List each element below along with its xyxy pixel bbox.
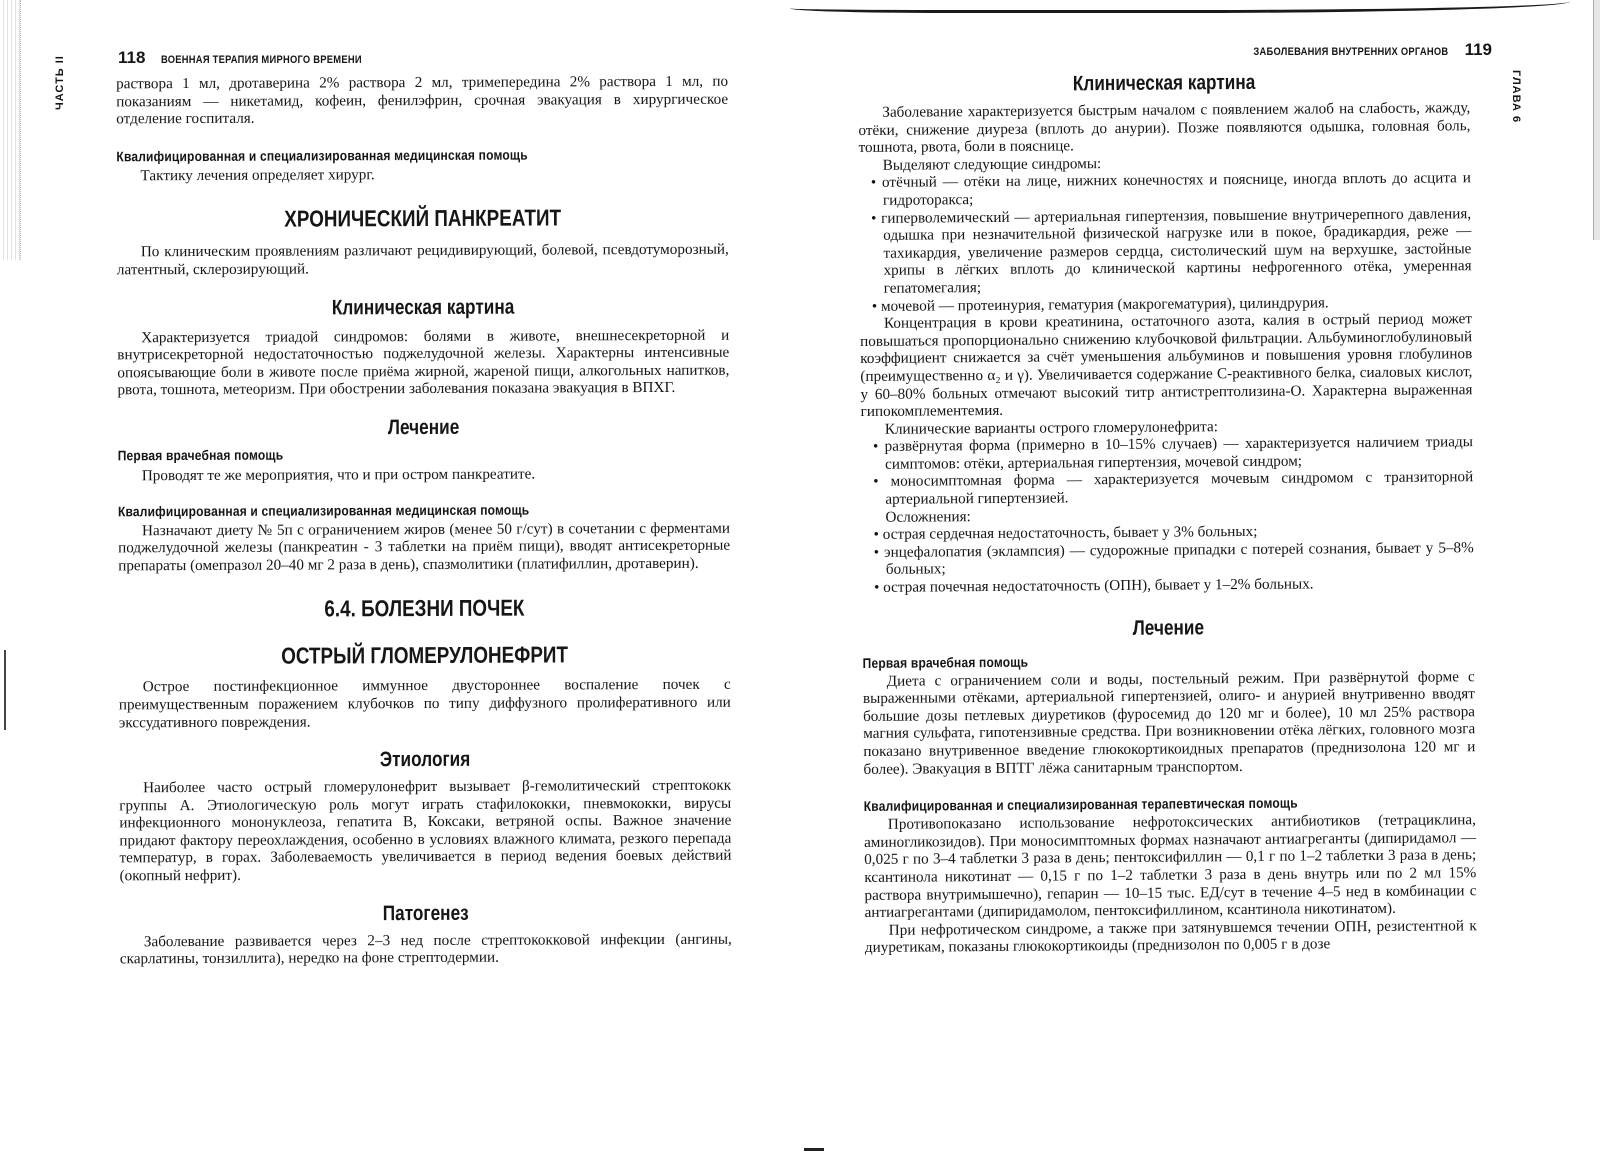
right-text-column xyxy=(858,69,1477,957)
running-head-title: ЗАБОЛЕВАНИЯ ВНУТРЕННИХ ОРГАНОВ xyxy=(1253,46,1449,58)
syndromes-list xyxy=(859,170,1472,316)
left-running-head xyxy=(118,48,398,68)
paragraph: Заболевание развивается через 2–3 нед после стрептококковой инфекции (ангины, скарлатины, тонзиллита), нередко на фоне стрептодермии. xyxy=(119,930,732,968)
list-item: • энцефалопатия (эклампсия) — судорожные припадки с потерей сознания, бывает у 5–8% больных; xyxy=(862,539,1474,579)
subheading-first-aid: Первая врачебная помощь xyxy=(117,446,284,464)
chapter-side-tab: ГЛАВА 6 xyxy=(1510,70,1522,124)
list-item: • острая сердечная недостаточность, бывает у 3% больных; xyxy=(862,521,1474,543)
complications-list xyxy=(862,521,1475,596)
left-text-column xyxy=(116,73,732,969)
page-number: 119 xyxy=(1464,40,1492,59)
paragraph: Характеризуется триадой синдромов: болями в животе, внешнесекреторной и внутрисекреторной недостаточностью поджелудочной железы. Характерны интенсивные опоясывающие боли в животе после приёма жирной, жареной пищи, алкогольных напитков, рвота, тошнота, метеоризм. При обострении заболевания показана эвакуация в ВПХГ. xyxy=(117,326,730,399)
syndromes-label: Выделяют следующие синдромы: xyxy=(882,154,1102,174)
paragraph: Противопоказано использование нефротоксических антибиотиков (тетрациклина, аминогликозидов). При моносимптомных формах назначают антиагреганты (дипиридамол — 0,025 г по 3–4 таблетки 3 раза в день; пентоксифиллин — 0,1 г по 1–2 таблетки 3 раза в день; ксантинола никотинат — 0,15 г по 1–2 таблетки 3 раза в день внутрь или по 2 мл 15% раствора внутримышечно), гепарин — 10–15 тыс. ЕД/сут в течение 4–5 нед в комбинации с антиагрегантами (дипиридамолом, пентоксифиллином, ксантинола никотинатом). xyxy=(863,811,1477,922)
subheading-qualified-care: Квалифицированная и специализированная медицинская помощь xyxy=(117,501,530,519)
heading-acute-glomerulonephritis: ОСТРЫЙ ГЛОМЕРУЛОНЕФРИТ xyxy=(281,641,569,669)
variants-list xyxy=(861,433,1474,508)
heading-chronic-pancreatitis: ХРОНИЧЕСКИЙ ПАНКРЕАТИТ xyxy=(284,204,562,232)
running-head-title: ВОЕННАЯ ТЕРАПИЯ МИРНОГО ВРЕМЕНИ xyxy=(161,54,363,66)
right-page xyxy=(800,0,1600,1159)
subheading-first-aid: Первая врачебная помощь xyxy=(862,653,1029,671)
paragraph: Назначают диету № 5п с ограничением жиров (менее 50 г/сут) в сочетании с ферментами поджелудочной железы (панкреатин - 3 таблетки на приём пищи), вводят антисекреторные препараты (омепразол 20–40 мг 2 раза в день), спазмолитики (платифиллин, дротаверин). xyxy=(118,519,731,575)
subheading-qualified-therapeutic-care: Квалифицированная и специализированная терапевтическая помощь xyxy=(863,794,1298,815)
heading-clinical-picture: Клиническая картина xyxy=(331,295,515,319)
list-item: • развёрнутая форма (примерно в 10–15% случаев) — характеризуется наличием триады симптомов: отёки, артериальная гипертензия, мочевой синдром; xyxy=(861,433,1473,473)
heading-etiology: Этиология xyxy=(379,747,471,772)
list-item: • острая почечная недостаточность (ОПН), бывает у 1–2% больных. xyxy=(862,574,1474,596)
paragraph: Наиболее часто острый гломерулонефрит вызывает β-гемолитический стрептококк группы А. Этиологическую роль могут играть стафилококки, пневмококки, вирусы инфекционного мононуклеоза, гепатита В, Коксаки, ветряной оспы. Важное значение придают фактору переохлаждения, особенно в условиях влажного климата, резкого перепада температур, в горах. Заболеваемость увеличивается в период ведения боевых действий (окопный нефрит). xyxy=(119,776,732,885)
subheading-qualified-care: Квалифицированная и специализированная медицинская помощь xyxy=(116,146,528,165)
paragraph: При нефротическом синдроме, а также при затянувшемся течении ОПН, резистентной к диуретикам, показаны глюкокортикоиды (преднизолон по 0,005 г в дозе xyxy=(864,916,1477,957)
right-running-head xyxy=(1219,40,1492,60)
paragraph: Тактику лечения определяет хирург. xyxy=(140,165,375,185)
variants-label: Клинические варианты острого гломерулонефрита: xyxy=(884,417,1218,438)
heading-section-kidney-diseases: 6.4. БОЛЕЗНИ ПОЧЕК xyxy=(324,594,525,622)
paragraph: Концентрация в крови креатинина, остаточного азота, калия в острый период может повышаться пропорционально снижению клубочковой фильтрации. Альбуминоглобулиновый коэффициент снижается за счёт уменьшения альбуминов и повышения уровня глобулинов (преимущественно α₂ и γ). Увеличивается содержание С-реактивного белка, сиаловых кислот, у 60–80% больных отмечают высокий титр антистрептолизина-О. Характерна выраженная гипокомплементемия. xyxy=(860,310,1473,421)
heading-treatment: Лечение xyxy=(1132,615,1205,640)
paragraph: Заболевание характеризуется быстрым началом с появлением жалоб на слабость, жажду, отёки, снижение диуреза (вплоть до анурии). Позже появляются одышка, головная боль, тошнота, рвота, боли в пояснице. xyxy=(858,99,1471,157)
page-number: 118 xyxy=(118,48,146,67)
list-item: • мочевой — протеинурия, гематурия (макрогематурия), цилиндрурия. xyxy=(860,293,1472,315)
paragraph: Диета с ограничением соли и воды, постельный режим. При развёрнутой форме с выраженными отёками, артериальной гипертензией, олиго- и анурией внутривенно вводят большие дозы петлевых диуретиков (фуросемид до 120 мг и более), 10 мл 25% раствора магния сульфата, гипотензивные средства. При возникновении отёка лёгких, головного мозга показано внутривенное введение глюкокортикоидных препаратов (преднизолона 120 мг и более). Эвакуация в ВПТГ лёжа санитарным транспортом. xyxy=(862,667,1476,778)
part-side-tab: ЧАСТЬ II xyxy=(54,55,66,110)
list-item: • гиперволемический — артериальная гипертензия, повышение внутричерепного давления, одышка при незначительной физической нагрузке или в покое, брадикардия, реже — тахикардия, увеличение размеров сердца, систолический шум на верхушке, застойные хрипы в лёгких вплоть до клинической картины нефрогенного отёка, умеренная гепатомегалия; xyxy=(859,205,1472,298)
heading-pathogenesis: Патогенез xyxy=(382,901,469,925)
list-item: • отёчный — отёки на лице, нижних конечностях и пояснице, иногда вплоть до асцита и гидроторакса; xyxy=(859,170,1471,210)
list-item: • моносимптомная форма — характеризуется мочевым синдромом с транзиторной артериальной гипертензией. xyxy=(861,469,1473,509)
heading-clinical-picture: Клиническая картина xyxy=(1072,70,1256,96)
heading-treatment: Лечение xyxy=(387,415,460,440)
paragraph: Острое постинфекционное иммунное двустороннее воспаление почек с преимущественным поражением клубочков по типу диффузного пролиферативного или экссудативного повреждения. xyxy=(118,675,731,731)
paragraph: По клиническим проявлениям различают рецидивирующий, болевой, псевдотуморозный, латентный, склерозирующий. xyxy=(116,241,729,279)
continued-paragraph: раствора 1 мл, дротаверина 2% раствора 2 мл, тримепередина 2% раствора 1 мл, по показаниям — никетамид, кофеин, фенилэфрин, срочная эвакуация в хирургическое отделение госпиталя. xyxy=(116,72,729,128)
paragraph: Проводят те же мероприятия, что и при остром панкреатите. xyxy=(141,465,536,485)
complications-label: Осложнения: xyxy=(885,507,971,526)
